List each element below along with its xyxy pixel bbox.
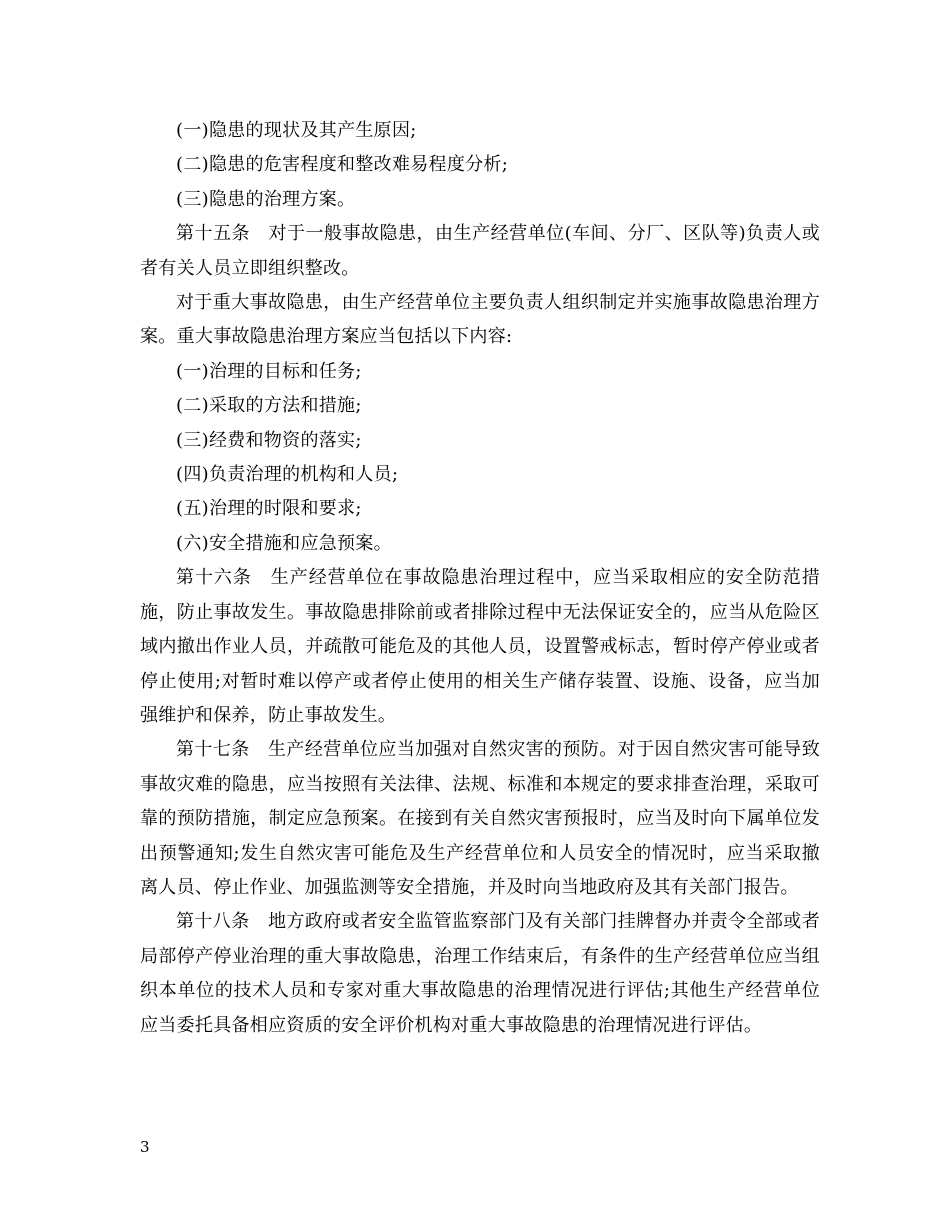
paragraph-2: (二)隐患的危害程度和整改难易程度分析;: [176, 154, 509, 176]
article-15-paragraph: 第十五条 对于一般事故隐患，由生产经营单位(车间、分厂、区队等)负责人或者有关人员立即组织整改。: [140, 223, 820, 279]
list-item-2: (二)采取的方法和措施;: [176, 395, 362, 417]
list-item-4: (四)负责治理的机构和人员;: [176, 464, 399, 486]
paragraph-3: (三)隐患的治理方案。: [176, 188, 356, 210]
major-hazard-paragraph: 对于重大事故隐患，由生产经营单位主要负责人组织制定并实施事故隐患治理方案。重大事故隐患治理方案应当包括以下内容:: [140, 292, 820, 348]
list-item-6: (六)安全措施和应急预案。: [176, 532, 392, 554]
article-17-paragraph: 第十七条 生产经营单位应当加强对自然灾害的预防。对于因自然灾害可能导致事故灾难的隐患，应当按照有关法律、法规、标准和本规定的要求排查治理，采取可靠的预防措施，制定应急预案。在接到有关自然灾害预报时，应当及时向下属单位发出预警通知;发生自然灾害可能危及生产经营单位和人员安全的情况时，应当采取撤离人员、停止作业、加强监测等安全措施，并及时向当地政府及其有关部门报告。: [140, 739, 820, 898]
page-number: 3: [140, 1138, 150, 1156]
document-body: [140, 114, 820, 1043]
paragraph-1: (一)隐患的现状及其产生原因;: [176, 120, 417, 141]
article-16-paragraph: 第十六条 生产经营单位在事故隐患治理过程中，应当采取相应的安全防范措施，防止事故发生。事故隐患排除前或者排除过程中无法保证安全的，应当从危险区域内撤出作业人员，并疏散可能危及的其他人员，设置警戒标志，暂时停产停业或者停止使用;对暂时难以停产或者停止使用的相关生产储存装置、设施、设备，应当加强维护和保养，防止事故发生。: [140, 567, 820, 726]
list-item-5: (五)治理的时限和要求;: [176, 498, 362, 520]
article-18-paragraph: 第十八条 地方政府或者安全监管监察部门及有关部门挂牌督办并责令全部或者局部停产停业治理的重大事故隐患，治理工作结束后，有条件的生产经营单位应当组织本单位的技术人员和专家对重大事故隐患的治理情况进行评估;其他生产经营单位应当委托具备相应资质的安全评价机构对重大事故隐患的治理情况进行评估。: [140, 911, 820, 1036]
list-item-1: (一)治理的目标和任务;: [176, 360, 362, 382]
list-item-3: (三)经费和物资的落实;: [176, 429, 362, 451]
